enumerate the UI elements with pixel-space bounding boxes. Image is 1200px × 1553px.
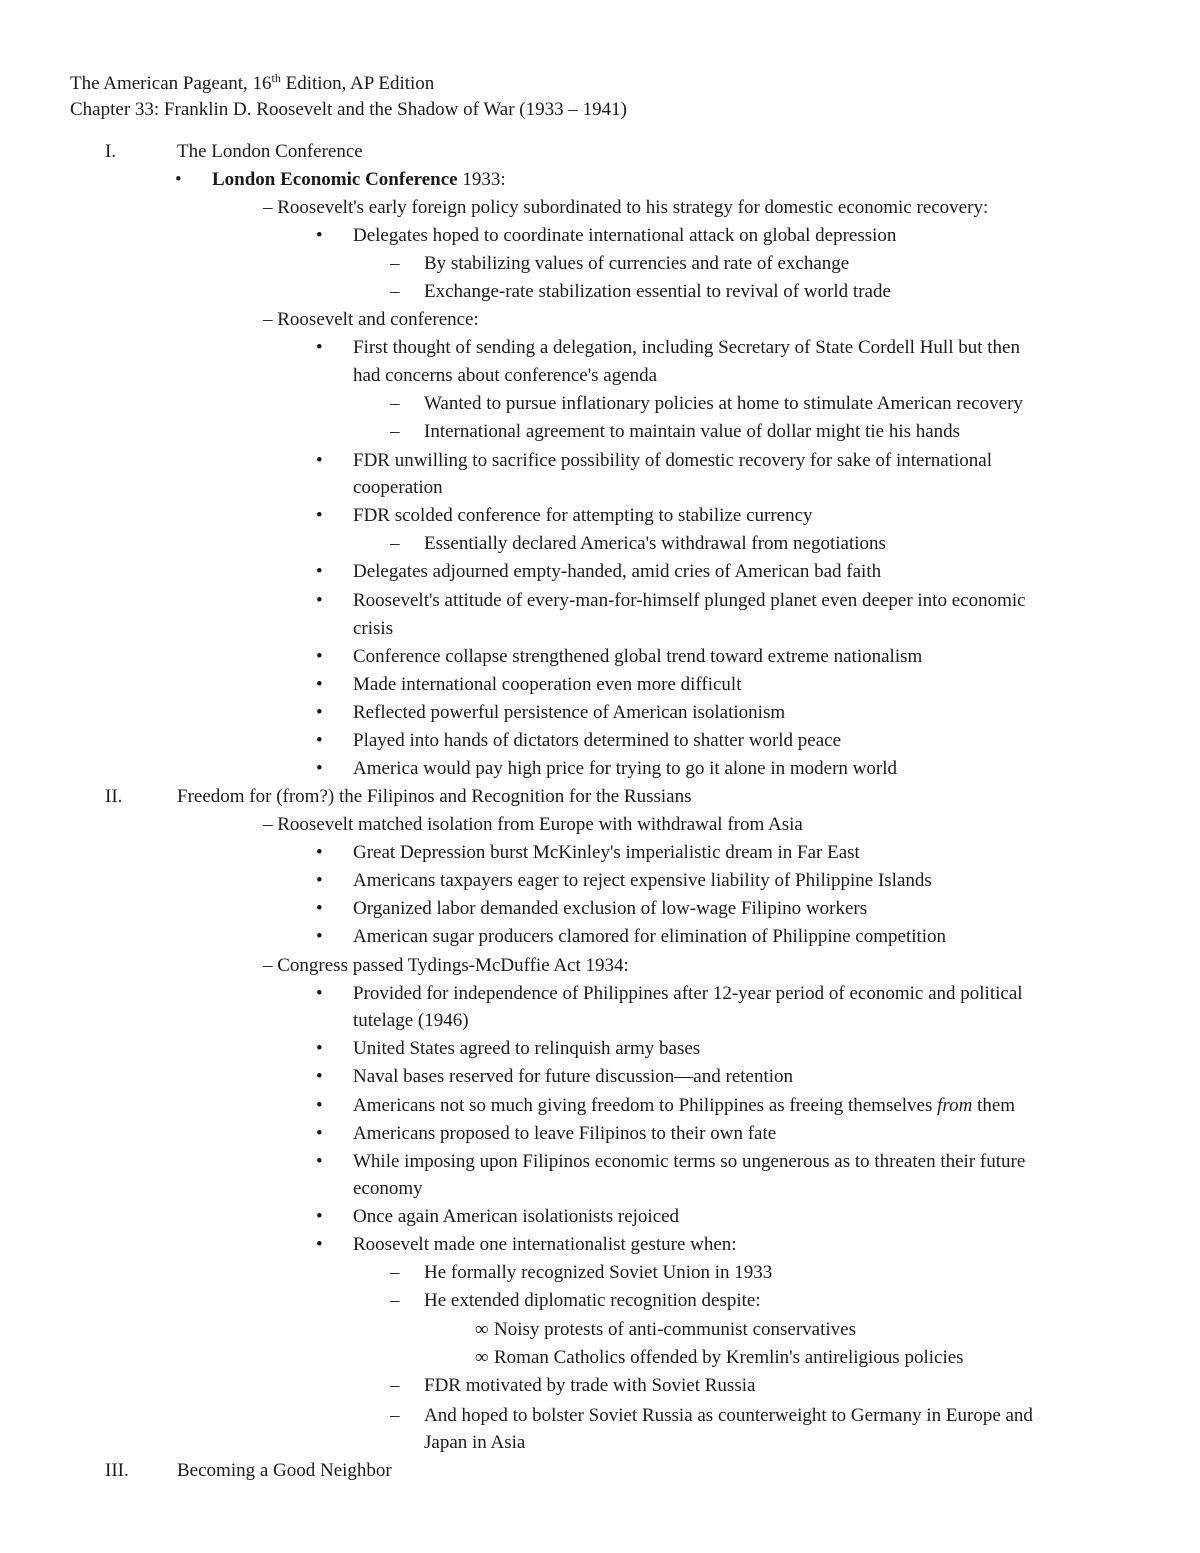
item-text: American sugar producers clamored for elimination of Philippine competition bbox=[353, 926, 947, 947]
item-text: 1933: bbox=[457, 169, 506, 190]
dash-icon: – bbox=[390, 281, 400, 302]
bullet-icon: • bbox=[316, 842, 323, 863]
item-text: Delegates adjourned empty-handed, amid cries of American bad faith bbox=[353, 561, 882, 582]
title-text-suffix: Edition, AP Edition bbox=[280, 73, 435, 94]
item-text: Roosevelt made one internationalist gesture when: bbox=[353, 1234, 737, 1255]
item-text: First thought of sending a delegation, including Secretary of State Cordell Hull but then bbox=[353, 337, 1020, 358]
item-text: FDR motivated by trade with Soviet Russia bbox=[424, 1375, 756, 1396]
item-text: Essentially declared America's withdrawal from negotiations bbox=[424, 533, 886, 554]
item-text-continued: Japan in Asia bbox=[424, 1432, 526, 1453]
dash-icon: – bbox=[390, 1290, 400, 1311]
bullet-icon: • bbox=[316, 505, 323, 526]
item-text: Roosevelt's attitude of every-man-for-himself plunged planet even deeper into economic bbox=[353, 590, 1026, 611]
bullet-icon: • bbox=[316, 758, 323, 779]
item-text: Once again American isolationists rejoiced bbox=[353, 1206, 680, 1227]
item-text: Americans proposed to leave Filipinos to their own fate bbox=[353, 1123, 777, 1144]
bullet-icon: • bbox=[316, 983, 323, 1004]
bullet-icon: • bbox=[175, 169, 182, 190]
bullet-icon: • bbox=[316, 926, 323, 947]
item-text: Organized labor demanded exclusion of low-wage Filipino workers bbox=[353, 898, 868, 919]
bullet-icon: • bbox=[316, 646, 323, 667]
item-text: Americans taxpayers eager to reject expensive liability of Philippine Islands bbox=[353, 870, 932, 891]
dash-icon: – bbox=[390, 393, 400, 414]
bullet-icon: • bbox=[316, 674, 323, 695]
item-text: FDR scolded conference for attempting to stabilize currency bbox=[353, 505, 813, 526]
item-text: Provided for independence of Philippines after 12-year period of economic and political bbox=[353, 983, 1023, 1004]
bullet-icon: • bbox=[316, 1234, 323, 1255]
dash-icon: – bbox=[390, 1375, 400, 1396]
section-title: The London Conference bbox=[177, 141, 363, 162]
item-text: Wanted to pursue inflationary policies at home to stimulate American recovery bbox=[424, 393, 1023, 414]
item-text: Reflected powerful persistence of American isolationism bbox=[353, 702, 786, 723]
section-title: Freedom for (from?) the Filipinos and Recognition for the Russians bbox=[177, 786, 692, 807]
item-text: Exchange-rate stabilization essential to revival of world trade bbox=[424, 281, 891, 302]
infinity-icon: ∞ bbox=[475, 1347, 489, 1368]
item-text: Naval bases reserved for future discussion—and retention bbox=[353, 1066, 794, 1087]
subheading: – Congress passed Tydings-McDuffie Act 1934: bbox=[263, 955, 629, 976]
item-text: By stabilizing values of currencies and rate of exchange bbox=[424, 253, 850, 274]
subheading: – Roosevelt's early foreign policy subordinated to his strategy for domestic economic recovery: bbox=[263, 197, 989, 218]
item-text: Noisy protests of anti-communist conservatives bbox=[494, 1319, 856, 1340]
item-text: Played into hands of dictators determined to shatter world peace bbox=[353, 730, 842, 751]
bullet-icon: • bbox=[316, 898, 323, 919]
bullet-icon: • bbox=[316, 1038, 323, 1059]
dash-icon: – bbox=[390, 1405, 400, 1426]
bullet-icon: • bbox=[316, 730, 323, 751]
dash-icon: – bbox=[390, 253, 400, 274]
section-numeral: I. bbox=[105, 141, 117, 162]
item-text-continued: tutelage (1946) bbox=[353, 1010, 469, 1031]
item-text: And hoped to bolster Soviet Russia as counterweight to Germany in Europe and bbox=[424, 1405, 1033, 1426]
bullet-icon: • bbox=[316, 450, 323, 471]
item-text: America would pay high price for trying to go it alone in modern world bbox=[353, 758, 898, 779]
bullet-icon: • bbox=[316, 590, 323, 611]
bold-term: London Economic Conference bbox=[212, 169, 458, 190]
item-text: Americans not so much giving freedom to Philippines as freeing themselves bbox=[353, 1095, 938, 1116]
chapter-title: Chapter 33: Franklin D. Roosevelt and the Shadow of War (1933 – 1941) bbox=[70, 99, 627, 120]
item-text: FDR unwilling to sacrifice possibility of domestic recovery for sake of international bbox=[353, 450, 992, 471]
item-text-continued: cooperation bbox=[353, 477, 443, 498]
section-numeral: III. bbox=[105, 1460, 129, 1481]
bullet-icon: • bbox=[316, 1095, 323, 1116]
bullet-icon: • bbox=[316, 870, 323, 891]
subheading: – Roosevelt and conference: bbox=[263, 309, 479, 330]
document-title bbox=[70, 70, 434, 98]
title-superscript: th bbox=[271, 71, 281, 85]
bullet-icon: • bbox=[316, 1206, 323, 1227]
section-title: Becoming a Good Neighbor bbox=[177, 1460, 392, 1481]
bullet-icon: • bbox=[316, 1151, 323, 1172]
item-text: Roman Catholics offended by Kremlin's antireligious policies bbox=[494, 1347, 964, 1368]
subheading: – Roosevelt matched isolation from Europe with withdrawal from Asia bbox=[263, 814, 803, 835]
dash-icon: – bbox=[390, 421, 400, 442]
item-text-end: them bbox=[972, 1095, 1016, 1116]
bullet-icon: • bbox=[316, 1066, 323, 1087]
item-text: United States agreed to relinquish army bases bbox=[353, 1038, 701, 1059]
bullet-icon: • bbox=[316, 702, 323, 723]
infinity-icon: ∞ bbox=[475, 1319, 489, 1340]
item-text: Great Depression burst McKinley's imperialistic dream in Far East bbox=[353, 842, 860, 863]
item-text: While imposing upon Filipinos economic terms so ungenerous as to threaten their future bbox=[353, 1151, 1026, 1172]
bullet-icon: • bbox=[316, 337, 323, 358]
item-text-continued: crisis bbox=[353, 618, 394, 639]
item-text-continued: economy bbox=[353, 1178, 423, 1199]
item-text: International agreement to maintain value of dollar might tie his hands bbox=[424, 421, 961, 442]
dash-icon: – bbox=[390, 533, 400, 554]
item-text: Delegates hoped to coordinate international attack on global depression bbox=[353, 225, 897, 246]
item-text: He extended diplomatic recognition despite: bbox=[424, 1290, 761, 1311]
bullet-icon: • bbox=[316, 1123, 323, 1144]
title-text: The American Pageant, 16 bbox=[70, 73, 272, 94]
item-text: Conference collapse strengthened global trend toward extreme nationalism bbox=[353, 646, 923, 667]
italic-term: from bbox=[937, 1095, 973, 1116]
item-text: He formally recognized Soviet Union in 1933 bbox=[424, 1262, 773, 1283]
bullet-icon: • bbox=[316, 561, 323, 582]
dash-icon: – bbox=[390, 1262, 400, 1283]
section-numeral: II. bbox=[105, 786, 123, 807]
item-text: Made international cooperation even more difficult bbox=[353, 674, 742, 695]
bullet-icon: • bbox=[316, 225, 323, 246]
item-text-continued: had concerns about conference's agenda bbox=[353, 365, 658, 386]
